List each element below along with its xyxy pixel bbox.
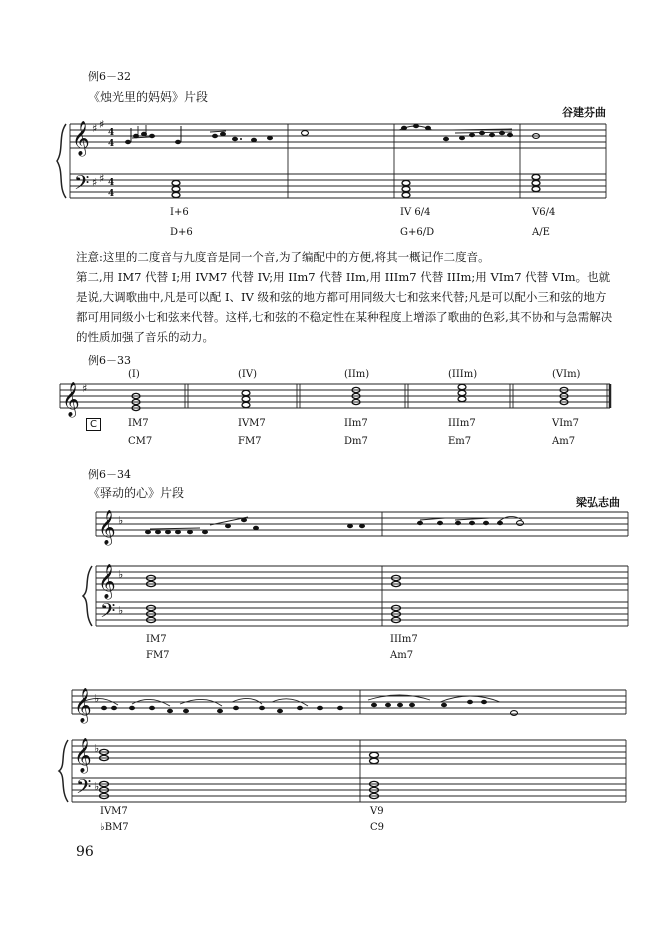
svg-text:♭: ♭ (118, 514, 124, 527)
svg-text:𝄞: 𝄞 (98, 564, 116, 599)
ex32-chord-letter: A/E (532, 227, 550, 238)
body-text (76, 247, 616, 347)
ex34-chord-letter: FM7 (146, 650, 170, 661)
ex34-chord-letter: Am7 (390, 650, 414, 661)
ex34-sys2-bass-staff (72, 778, 626, 802)
ex33-roman: IIm7 (344, 418, 368, 429)
ex33-triad: (IIm) (344, 369, 370, 380)
ex32-title: 《烛光里的妈妈》片段 (88, 90, 209, 104)
ex34-chord-roman: IVM7 (100, 806, 128, 817)
ex32-composer: 谷建芬曲 (562, 106, 606, 119)
svg-text:4: 4 (108, 178, 115, 188)
ex33-letter: Dm7 (344, 436, 368, 447)
ex33-roman: VIm7 (552, 418, 580, 429)
svg-text:𝄞: 𝄞 (62, 382, 80, 417)
ex34-chord-roman: IIIm7 (390, 634, 418, 645)
svg-text:𝄢: 𝄢 (76, 775, 92, 803)
ex34-label: 例6－34 (88, 468, 131, 481)
svg-text:𝄢: 𝄢 (100, 599, 116, 627)
svg-text:♯: ♯ (92, 122, 98, 135)
ex33-roman: IIIm7 (448, 418, 476, 429)
ex34-chord-roman: V9 (370, 806, 384, 817)
ex33-letter: FM7 (238, 436, 262, 447)
svg-text:♯: ♯ (82, 382, 88, 395)
page-number: 96 (76, 844, 94, 860)
note-paragraph: 注意:这里的二度音与九度音是同一个音,为了编配中的方便,将其一概记作二度音。 (76, 250, 490, 264)
ex33-triad: (IV) (238, 369, 257, 380)
ex33-triad: (VIm) (552, 369, 581, 380)
ex32-chord-letter: D+6 (170, 227, 193, 238)
ex34-sys2-treble-staff (72, 740, 626, 764)
ex34-chord-roman: IM7 (146, 634, 167, 645)
svg-text:♭: ♭ (94, 692, 100, 705)
ex34-composer: 梁弘志曲 (576, 496, 620, 509)
ex33-triad: (I) (128, 369, 140, 380)
ex32-chord-roman: I+6 (170, 207, 189, 218)
svg-text:4: 4 (108, 128, 115, 138)
svg-text:𝄞: 𝄞 (74, 738, 92, 773)
main-paragraph: 第二,用 IM7 代替 I;用 IVM7 代替 IV;用 IIm7 代替 IIm,用 IIIm7 代替 IIIm;用 VIm7 代替 VIm。也就是说,大调歌曲中,凡是可以配 I、IV 级和弦的地方都可用同级大七和弦来代替;凡是可以配小三和弦的地方都可用同级小七和弦来代替。这样,七和弦的不稳定性在某种程度上增添了歌曲的色彩,其不协和与急需解决的性质加强了音乐的动力。 (76, 270, 613, 344)
ex33-letter: CM7 (128, 436, 153, 447)
ex32-chord-roman: IV 6/4 (400, 207, 431, 218)
svg-text:♭: ♭ (118, 604, 124, 617)
ex34-sys1-bass-staff (96, 602, 628, 626)
bass-clef-icon: 𝄢 (74, 171, 90, 199)
svg-text:♭: ♭ (94, 742, 100, 755)
ex32-label: 例6－32 (88, 70, 131, 83)
treble-clef-icon: 𝄞 (72, 121, 90, 156)
ex34-chord-letter: C9 (370, 822, 385, 833)
svg-text:♯: ♯ (99, 172, 105, 185)
svg-text:♭: ♭ (94, 780, 100, 793)
ex32-chord-letter: G+6/D (400, 227, 435, 238)
ex34-chord-letter: ♭BM7 (100, 822, 129, 833)
ex33-letter: Am7 (552, 436, 576, 447)
ex32-chord-roman: V6/4 (532, 207, 556, 218)
ex33-triad: (IIIm) (448, 369, 478, 380)
svg-text:♯: ♯ (99, 118, 105, 131)
ex32-bass-staff (70, 174, 606, 198)
svg-text:4: 4 (108, 189, 115, 199)
ex34-sys1-treble-staff (96, 566, 628, 590)
svg-text:𝄞: 𝄞 (98, 510, 116, 545)
svg-text:4: 4 (108, 139, 115, 149)
ex33-staff (60, 384, 610, 408)
ex33-letter: Em7 (448, 436, 472, 447)
ex33-label: 例6－33 (88, 354, 131, 367)
ex33-roman: IVM7 (238, 418, 266, 429)
svg-text:♯: ♯ (92, 176, 98, 189)
ex33-roman: IM7 (128, 418, 149, 429)
ex34-title: 《驿动的心》片段 (88, 486, 185, 500)
ex34-sys2-melody-staff (72, 690, 626, 714)
svg-text:𝄞: 𝄞 (74, 688, 92, 723)
svg-text:♭: ♭ (118, 568, 124, 581)
ex33-key-box: C (86, 418, 101, 431)
